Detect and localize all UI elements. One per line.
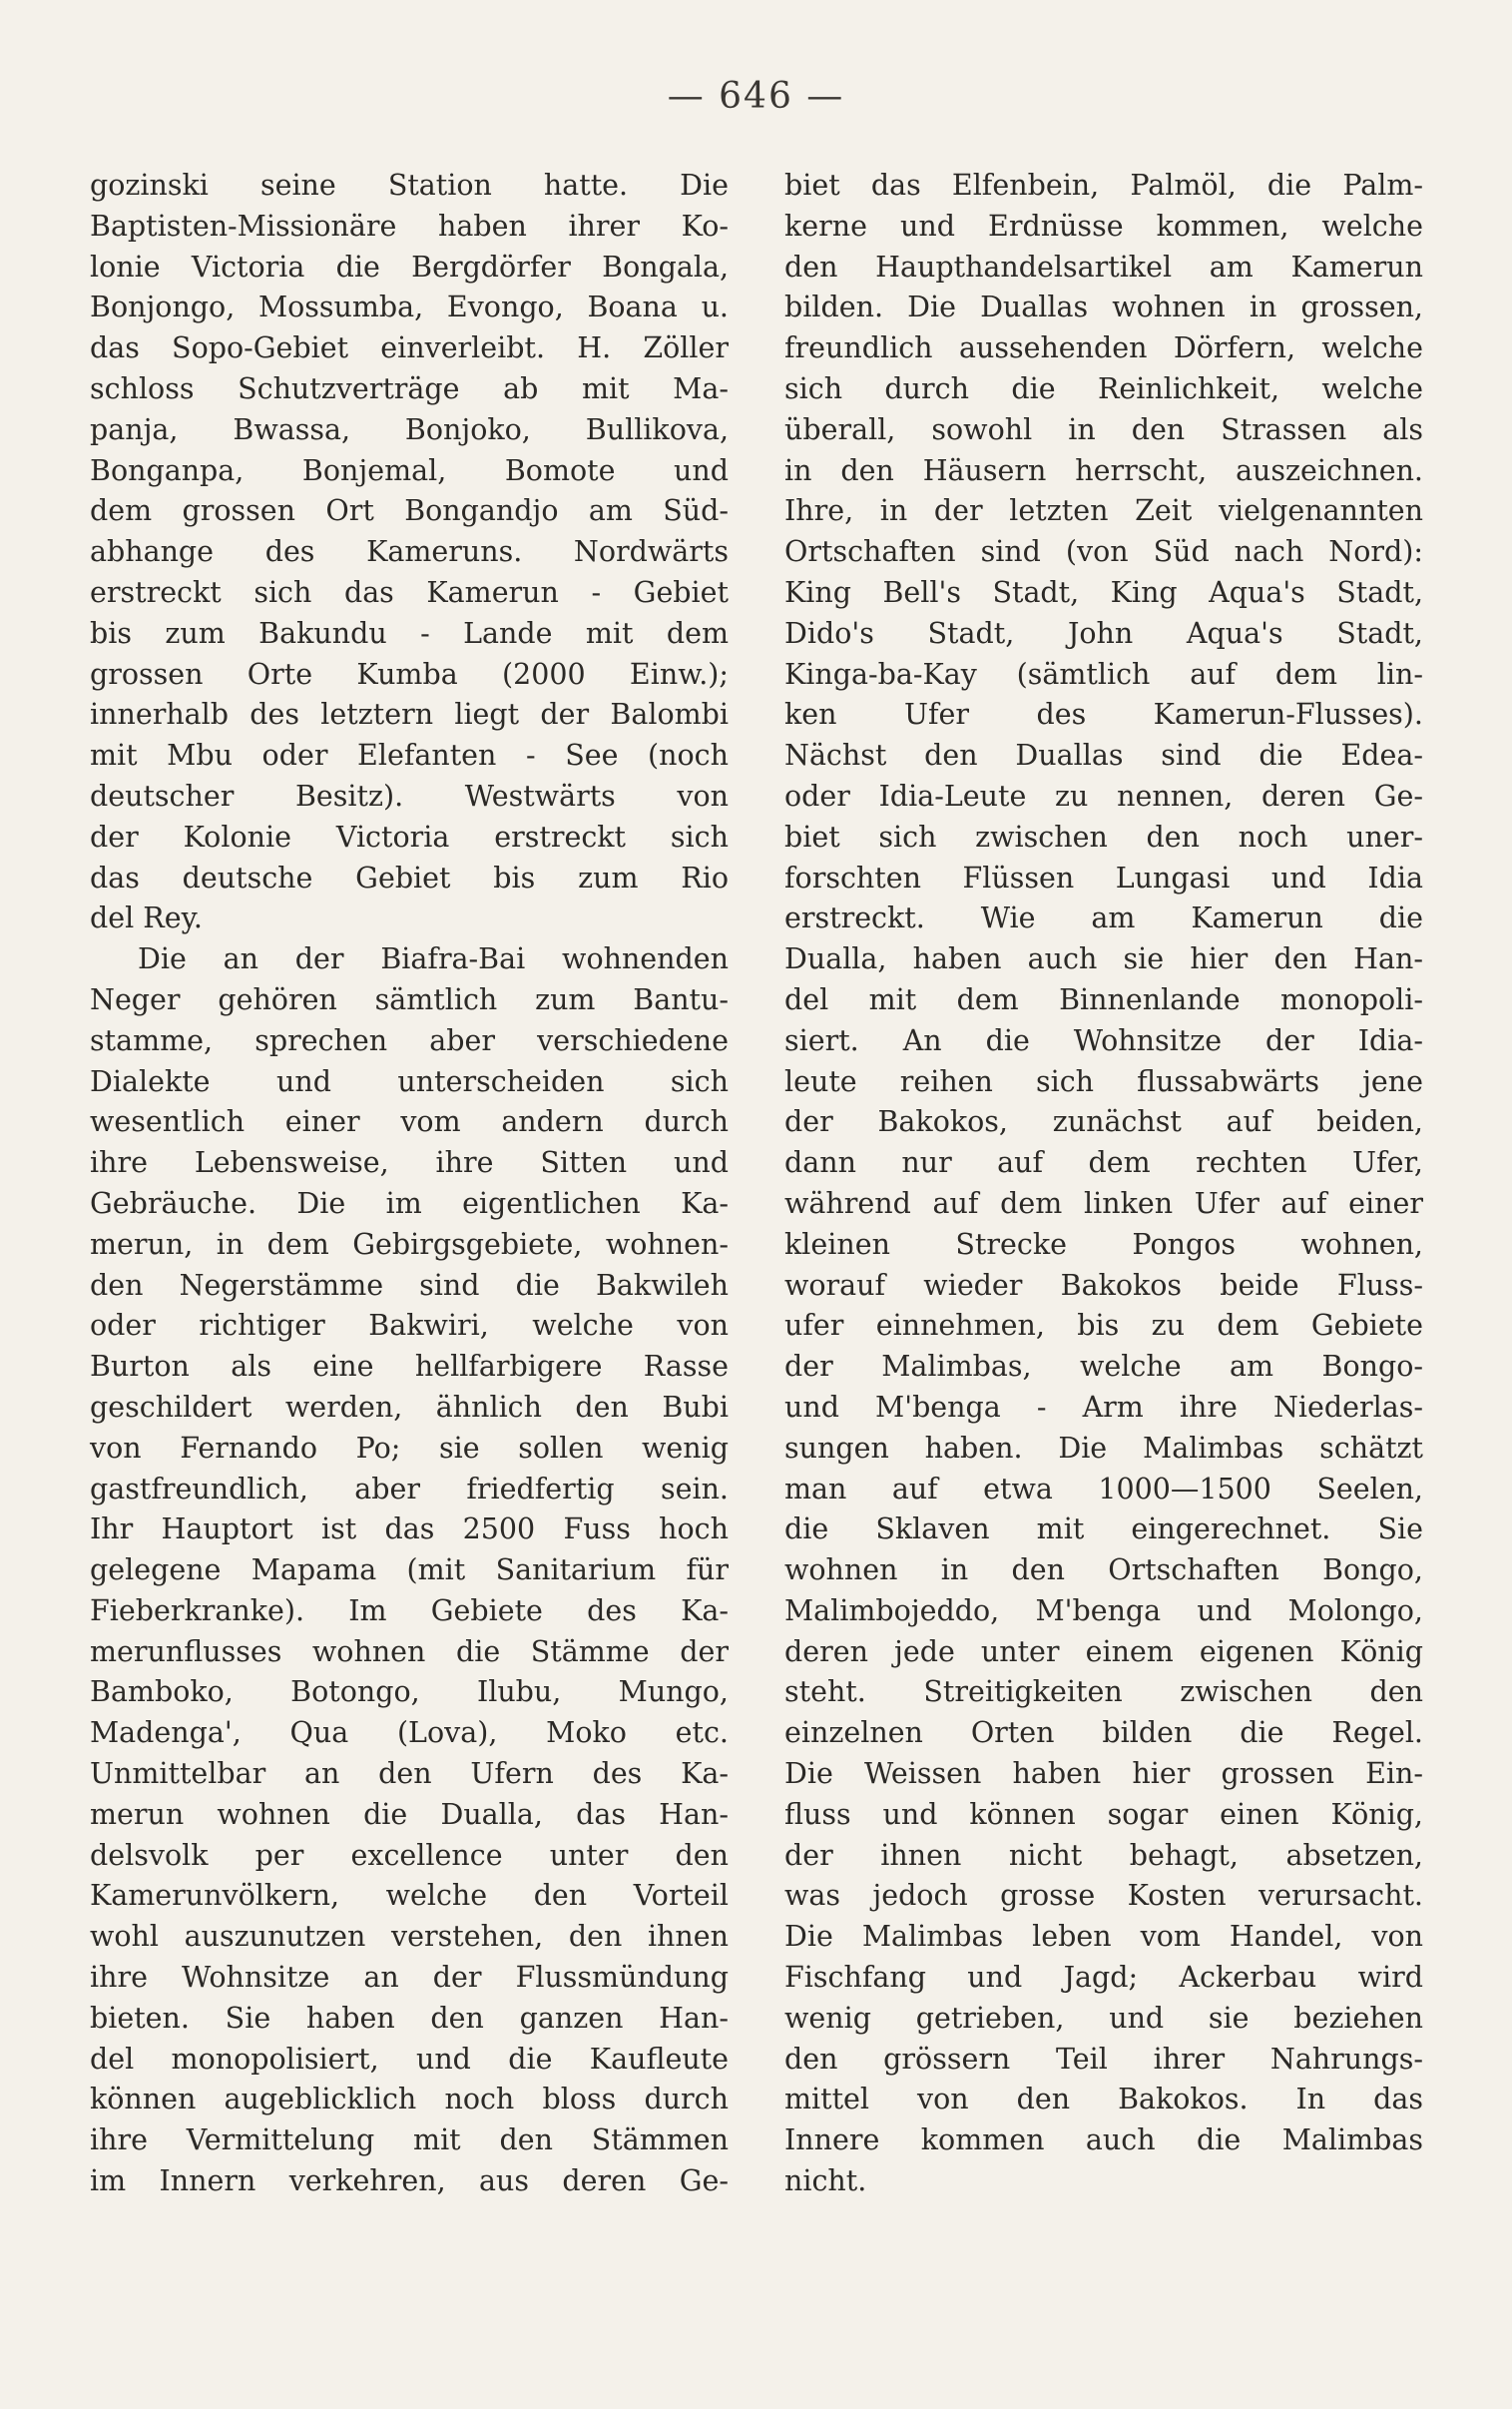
text-line: mittel von den Bakokos. In das: [784, 2083, 1423, 2116]
text-line: das deutsche Gebiet bis zum Rio: [90, 861, 729, 895]
text-line: leute reihen sich flussabwärts jene: [784, 1064, 1423, 1098]
text-line: dann nur auf dem rechten Ufer,: [784, 1146, 1423, 1180]
text-line: oder Idia-Leute zu nennen, deren Ge-: [784, 779, 1423, 813]
text-line: Die an der Biafra-Bai wohnenden: [138, 942, 729, 976]
text-line: Dualla, haben auch sie hier den Han-: [784, 942, 1423, 976]
text-line: merun wohnen die Dualla, das Han-: [90, 1797, 729, 1831]
text-line: ihre Lebensweise, ihre Sitten und: [90, 1146, 729, 1180]
text-line: panja, Bwassa, Bonjoko, Bullikova,: [90, 412, 729, 446]
text-line: Kamerunvölkern, welche den Vorteil: [90, 1879, 729, 1913]
text-line: gelegene Mapama (mit Sanitarium für: [90, 1553, 729, 1587]
text-line: gastfreundlich, aber friedfertig sein.: [90, 1472, 729, 1506]
page-number: — 646 —: [667, 76, 845, 117]
text-line: kerne und Erdnüsse kommen, welche: [784, 209, 1423, 243]
text-line: die Sklaven mit eingerechnet. Sie: [784, 1512, 1423, 1546]
text-line: überall, sowohl in den Strassen als: [784, 412, 1423, 446]
text-line: Kinga-ba-Kay (sämtlich auf dem lin-: [784, 657, 1423, 691]
text-line: dem grossen Ort Bongandjo am Süd-: [90, 494, 729, 528]
text-line: bieten. Sie haben den ganzen Han-: [90, 2001, 729, 2035]
text-line: steht. Streitigkeiten zwischen den: [784, 1675, 1423, 1709]
text-line: Bamboko, Botongo, Ilubu, Mungo,: [90, 1675, 729, 1709]
text-line: kleinen Strecke Pongos wohnen,: [784, 1227, 1423, 1261]
text-line: der ihnen nicht behagt, absetzen,: [784, 1838, 1423, 1872]
text-line: Dido's Stadt, John Aqua's Stadt,: [784, 616, 1423, 650]
text-line: Ortschaften sind (von Süd nach Nord):: [784, 535, 1423, 569]
text-line: bis zum Bakundu - Lande mit dem: [90, 616, 729, 650]
text-line: der Malimbas, welche am Bongo-: [784, 1350, 1423, 1384]
text-line: im Innern verkehren, aus deren Ge-: [90, 2164, 729, 2198]
text-line: King Bell's Stadt, King Aqua's Stadt,: [784, 575, 1423, 609]
text-line: ufer einnehmen, bis zu dem Gebiete: [784, 1309, 1423, 1343]
text-line: fluss und können sogar einen König,: [784, 1797, 1423, 1831]
text-line: deutscher Besitz). Westwärts von: [90, 779, 729, 813]
text-line: Fieberkranke). Im Gebiete des Ka-: [90, 1593, 729, 1627]
text-line: den Haupthandelsartikel am Kamerun: [784, 250, 1423, 284]
text-line: wesentlich einer vom andern durch: [90, 1105, 729, 1139]
text-line: erstreckt. Wie am Kamerun die: [784, 902, 1423, 935]
text-line: nicht.: [784, 2164, 867, 2198]
text-line: in den Häusern herrscht, auszeichnen.: [784, 453, 1423, 487]
text-line: siert. An die Wohnsitze der Idia-: [784, 1023, 1423, 1057]
text-line: einzelnen Orten bilden die Regel.: [784, 1716, 1423, 1750]
text-line: Die Weissen haben hier grossen Ein-: [784, 1757, 1423, 1791]
text-line: biet das Elfenbein, Palmöl, die Palm-: [784, 169, 1423, 202]
text-line: Ihr Hauptort ist das 2500 Fuss hoch: [90, 1512, 729, 1546]
text-line: merunflusses wohnen die Stämme der: [90, 1634, 729, 1668]
text-line: freundlich aussehenden Dörfern, welche: [784, 331, 1423, 365]
text-line: Bonganpa, Bonjemal, Bomote und: [90, 453, 729, 487]
text-line: der Bakokos, zunächst auf beiden,: [784, 1105, 1423, 1139]
text-line: mit Mbu oder Elefanten - See (noch: [90, 739, 729, 773]
text-line: Dialekte und unterscheiden sich: [90, 1064, 729, 1098]
text-line: Neger gehören sämtlich zum Bantu-: [90, 982, 729, 1016]
text-line: Madenga', Qua (Lova), Moko etc.: [90, 1716, 729, 1750]
text-line: oder richtiger Bakwiri, welche von: [90, 1309, 729, 1343]
text-line: forschten Flüssen Lungasi und Idia: [784, 861, 1423, 895]
text-line: wohl auszunutzen verstehen, den ihnen: [90, 1920, 729, 1954]
text-line: schloss Schutzverträge ab mit Ma-: [90, 371, 729, 405]
text-line: worauf wieder Bakokos beide Fluss-: [784, 1268, 1423, 1302]
text-line: Ihre, in der letzten Zeit vielgenannten: [784, 494, 1423, 528]
text-line: von Fernando Po; sie sollen wenig: [90, 1431, 729, 1465]
text-line: wohnen in den Ortschaften Bongo,: [784, 1553, 1423, 1587]
text-line: innerhalb des letztern liegt der Balombi: [90, 698, 729, 732]
text-line: das Sopo-Gebiet einverleibt. H. Zöller: [90, 331, 729, 365]
text-line: während auf dem linken Ufer auf einer: [784, 1186, 1423, 1220]
text-line: deren jede unter einem eigenen König: [784, 1634, 1423, 1668]
text-line: Baptisten-Missionäre haben ihrer Ko-: [90, 209, 729, 243]
text-line: grossen Orte Kumba (2000 Einw.);: [90, 657, 729, 691]
text-line: Unmittelbar an den Ufern des Ka-: [90, 1757, 729, 1791]
text-line: Fischfang und Jagd; Ackerbau wird: [784, 1961, 1423, 1995]
text-line: merun, in dem Gebirgsgebiete, wohnen-: [90, 1227, 729, 1261]
text-line: was jedoch grosse Kosten verursacht.: [784, 1879, 1423, 1913]
text-line: erstreckt sich das Kamerun - Gebiet: [90, 575, 729, 609]
text-line: ihre Vermittelung mit den Stämmen: [90, 2123, 729, 2157]
text-line: stamme, sprechen aber verschiedene: [90, 1023, 729, 1057]
text-line: ken Ufer des Kamerun-Flusses).: [784, 698, 1423, 732]
text-line: sungen haben. Die Malimbas schätzt: [784, 1431, 1423, 1465]
text-line: abhange des Kameruns. Nordwärts: [90, 535, 729, 569]
text-line: lonie Victoria die Bergdörfer Bongala,: [90, 250, 729, 284]
text-line: sich durch die Reinlichkeit, welche: [784, 371, 1423, 405]
text-line: del Rey.: [90, 902, 203, 935]
text-line: können augeblicklich noch bloss durch: [90, 2083, 729, 2116]
text-line: den grössern Teil ihrer Nahrungs-: [784, 2042, 1423, 2076]
text-line: gozinski seine Station hatte. Die: [90, 169, 729, 202]
text-line: Burton als eine hellfarbigere Rasse: [90, 1350, 729, 1384]
text-line: ihre Wohnsitze an der Flussmündung: [90, 1961, 729, 1995]
text-line: del mit dem Binnenlande monopoli-: [784, 982, 1423, 1016]
text-line: del monopolisiert, und die Kaufleute: [90, 2042, 729, 2076]
text-line: delsvolk per excellence unter den: [90, 1838, 729, 1872]
text-line: Malimbojeddo, M'benga und Molongo,: [784, 1593, 1423, 1627]
text-line: und M'benga - Arm ihre Niederlas-: [784, 1390, 1423, 1424]
left-column: [90, 166, 729, 2202]
text-line: Die Malimbas leben vom Handel, von: [784, 1920, 1423, 1954]
text-line: bilden. Die Duallas wohnen in grossen,: [784, 291, 1423, 324]
text-line: Nächst den Duallas sind die Edea-: [784, 739, 1423, 773]
text-line: biet sich zwischen den noch uner-: [784, 820, 1423, 854]
text-line: Innere kommen auch die Malimbas: [784, 2123, 1423, 2157]
text-line: geschildert werden, ähnlich den Bubi: [90, 1390, 729, 1424]
text-line: wenig getrieben, und sie beziehen: [784, 2001, 1423, 2035]
text-line: Bonjongo, Mossumba, Evongo, Boana u.: [90, 291, 729, 324]
text-line: der Kolonie Victoria erstreckt sich: [90, 820, 729, 854]
text-line: den Negerstämme sind die Bakwileh: [90, 1268, 729, 1302]
right-column: [784, 166, 1423, 2202]
text-line: man auf etwa 1000—1500 Seelen,: [784, 1472, 1423, 1506]
text-line: Gebräuche. Die im eigentlichen Ka-: [90, 1186, 729, 1220]
